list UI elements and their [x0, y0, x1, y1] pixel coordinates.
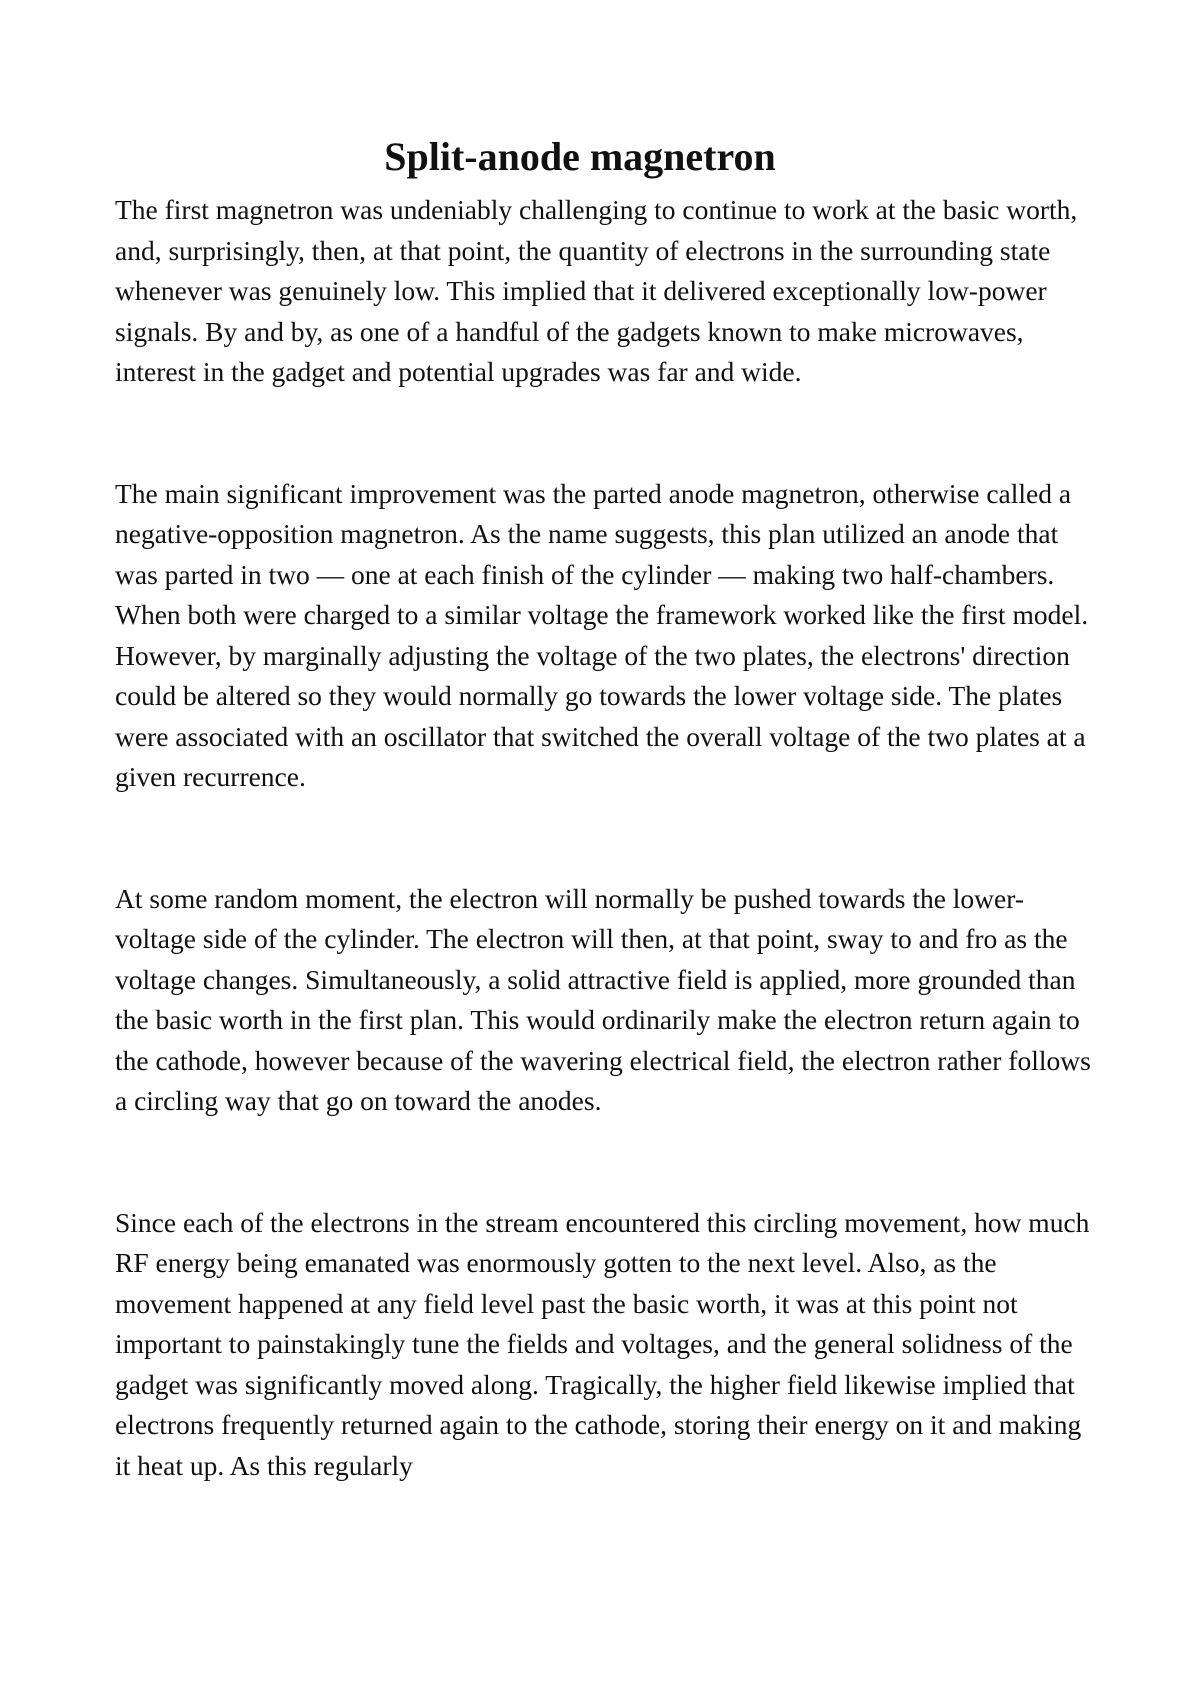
body-text: [115, 190, 1095, 1567]
paragraph-1: The first magnetron was undeniably challenging to continue to work at the basic worth, and, surprisingly, then, at that point, the quantity of electrons in the surrounding state whenever was genuinely low. This implied that it delivered exceptionally low-power signals. By and by, as one of a handful of the gadgets known to make microwaves, interest in the gadget and potential upgrades was far and wide.: [115, 194, 1078, 387]
paragraph-3: At some random moment, the electron will normally be pushed towards the lower-voltage side of the cylinder. The electron will then, at that point, sway to and fro as the voltage changes. Simultaneously, a solid attractive field is applied, more grounded than the basic worth in the first plan. This would ordinarily make the electron return again to the cathode, however because of the wavering electrical field, the electron rather follows a circling way that go on toward the anodes.: [115, 882, 1091, 1116]
paragraph-4: Since each of the electrons in the stream encountered this circling movement, how much RF energy being emanated was enormously gotten to the next level. Also, as the movement happened at any field level past the basic worth, it was at this point not important to painstakingly tune the fields and voltages, and the general solidness of the gadget was significantly moved along. Tragically, the higher field likewise implied that electrons frequently returned again to the cathode, storing their energy on it and making it heat up. As this regularly: [115, 1206, 1090, 1481]
page-title: Split-anode magnetron: [384, 134, 776, 179]
paragraph-2: The main significant improvement was the parted anode magnetron, otherwise called a negative-opposition magnetron. As the name suggests, this plan utilized an anode that was parted in two — one at each finish of the cylinder — making two half-chambers. When both were charged to a similar voltage the framework worked like the first model. However, by marginally adjusting the voltage of the two plates, the electrons' direction could be altered so they would normally go towards the lower voltage side. The plates were associated with an oscillator that switched the overall voltage of the two plates at a given recurrence.: [115, 477, 1089, 792]
